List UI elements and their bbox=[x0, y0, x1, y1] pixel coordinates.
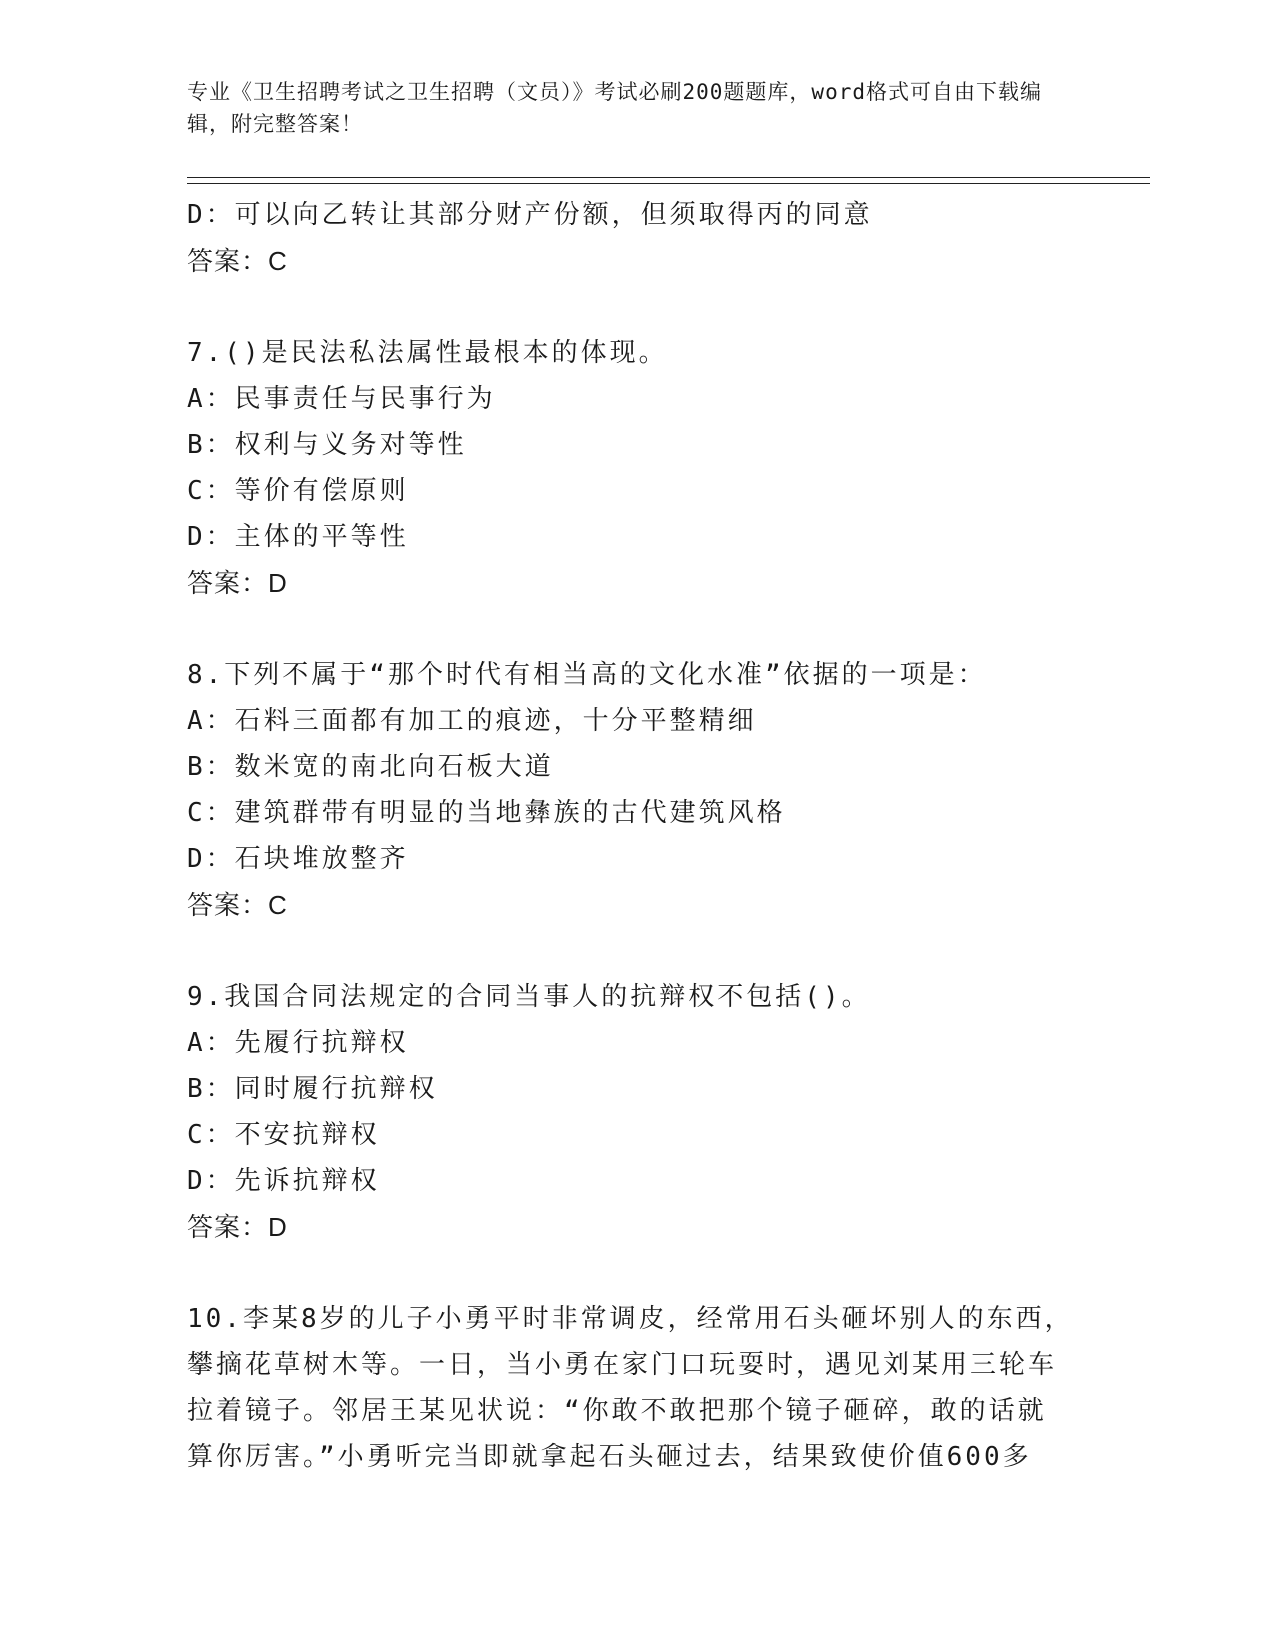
question-7-option-a: A：民事责任与民事行为 bbox=[187, 384, 496, 414]
question-9-stem: 9.我国合同法规定的合同当事人的抗辩权不包括()。 bbox=[187, 982, 871, 1012]
option-d-carryover: D：可以向乙转让其部分财产份额，但须取得丙的同意 bbox=[187, 200, 873, 230]
question-8-answer: 答案：C bbox=[187, 890, 288, 920]
question-10-line-1: 10.李某8岁的儿子小勇平时非常调皮，经常用石头砸坏别人的东西， bbox=[187, 1304, 1074, 1334]
spacer bbox=[187, 606, 1067, 652]
document-content bbox=[187, 192, 1074, 1480]
question-9-option-c: C：不安抗辩权 bbox=[187, 1120, 380, 1150]
question-9-option-a: A：先履行抗辩权 bbox=[187, 1028, 409, 1058]
question-8-option-c: C：建筑群带有明显的当地彝族的古代建筑风格 bbox=[187, 798, 786, 828]
document-header bbox=[187, 76, 1067, 140]
question-8-option-d: D：石块堆放整齐 bbox=[187, 844, 409, 874]
question-8-option-a: A：石料三面都有加工的痕迹，十分平整精细 bbox=[187, 706, 757, 736]
question-8-option-b: B：数米宽的南北向石板大道 bbox=[187, 752, 554, 782]
question-10-line-2: 攀摘花草树木等。一日，当小勇在家门口玩耍时，遇见刘某用三轮车 bbox=[187, 1350, 1058, 1380]
question-10-line-3: 拉着镜子。邻居王某见状说：“你敢不敢把那个镜子砸碎，敢的话就 bbox=[187, 1396, 1047, 1426]
answer-q6: 答案：C bbox=[187, 246, 288, 276]
question-7-answer: 答案：D bbox=[187, 568, 288, 598]
spacer bbox=[187, 1250, 1067, 1296]
question-7-option-c: C：等价有偿原则 bbox=[187, 476, 409, 506]
spacer bbox=[187, 284, 1067, 330]
question-8-stem: 8.下列不属于“那个时代有相当高的文化水准”依据的一项是： bbox=[187, 660, 987, 690]
header-title: 专业《卫生招聘考试之卫生招聘（文员）》考试必刷200题题库，word格式可自由下载编辑，附完整答案！ bbox=[187, 80, 1042, 136]
question-9-answer: 答案：D bbox=[187, 1212, 288, 1242]
question-7-option-b: B：权利与义务对等性 bbox=[187, 430, 467, 460]
header-rule-top bbox=[187, 177, 1150, 178]
question-9-option-b: B：同时履行抗辩权 bbox=[187, 1074, 438, 1104]
spacer bbox=[187, 928, 1067, 974]
question-7-stem: 7.()是民法私法属性最根本的体现。 bbox=[187, 338, 668, 368]
question-10-line-4: 算你厉害。”小勇听完当即就拿起石头砸过去，结果致使价值600多 bbox=[187, 1442, 1032, 1472]
header-rule-bottom bbox=[187, 183, 1150, 184]
question-7-option-d: D：主体的平等性 bbox=[187, 522, 409, 552]
question-9-option-d: D：先诉抗辩权 bbox=[187, 1166, 380, 1196]
